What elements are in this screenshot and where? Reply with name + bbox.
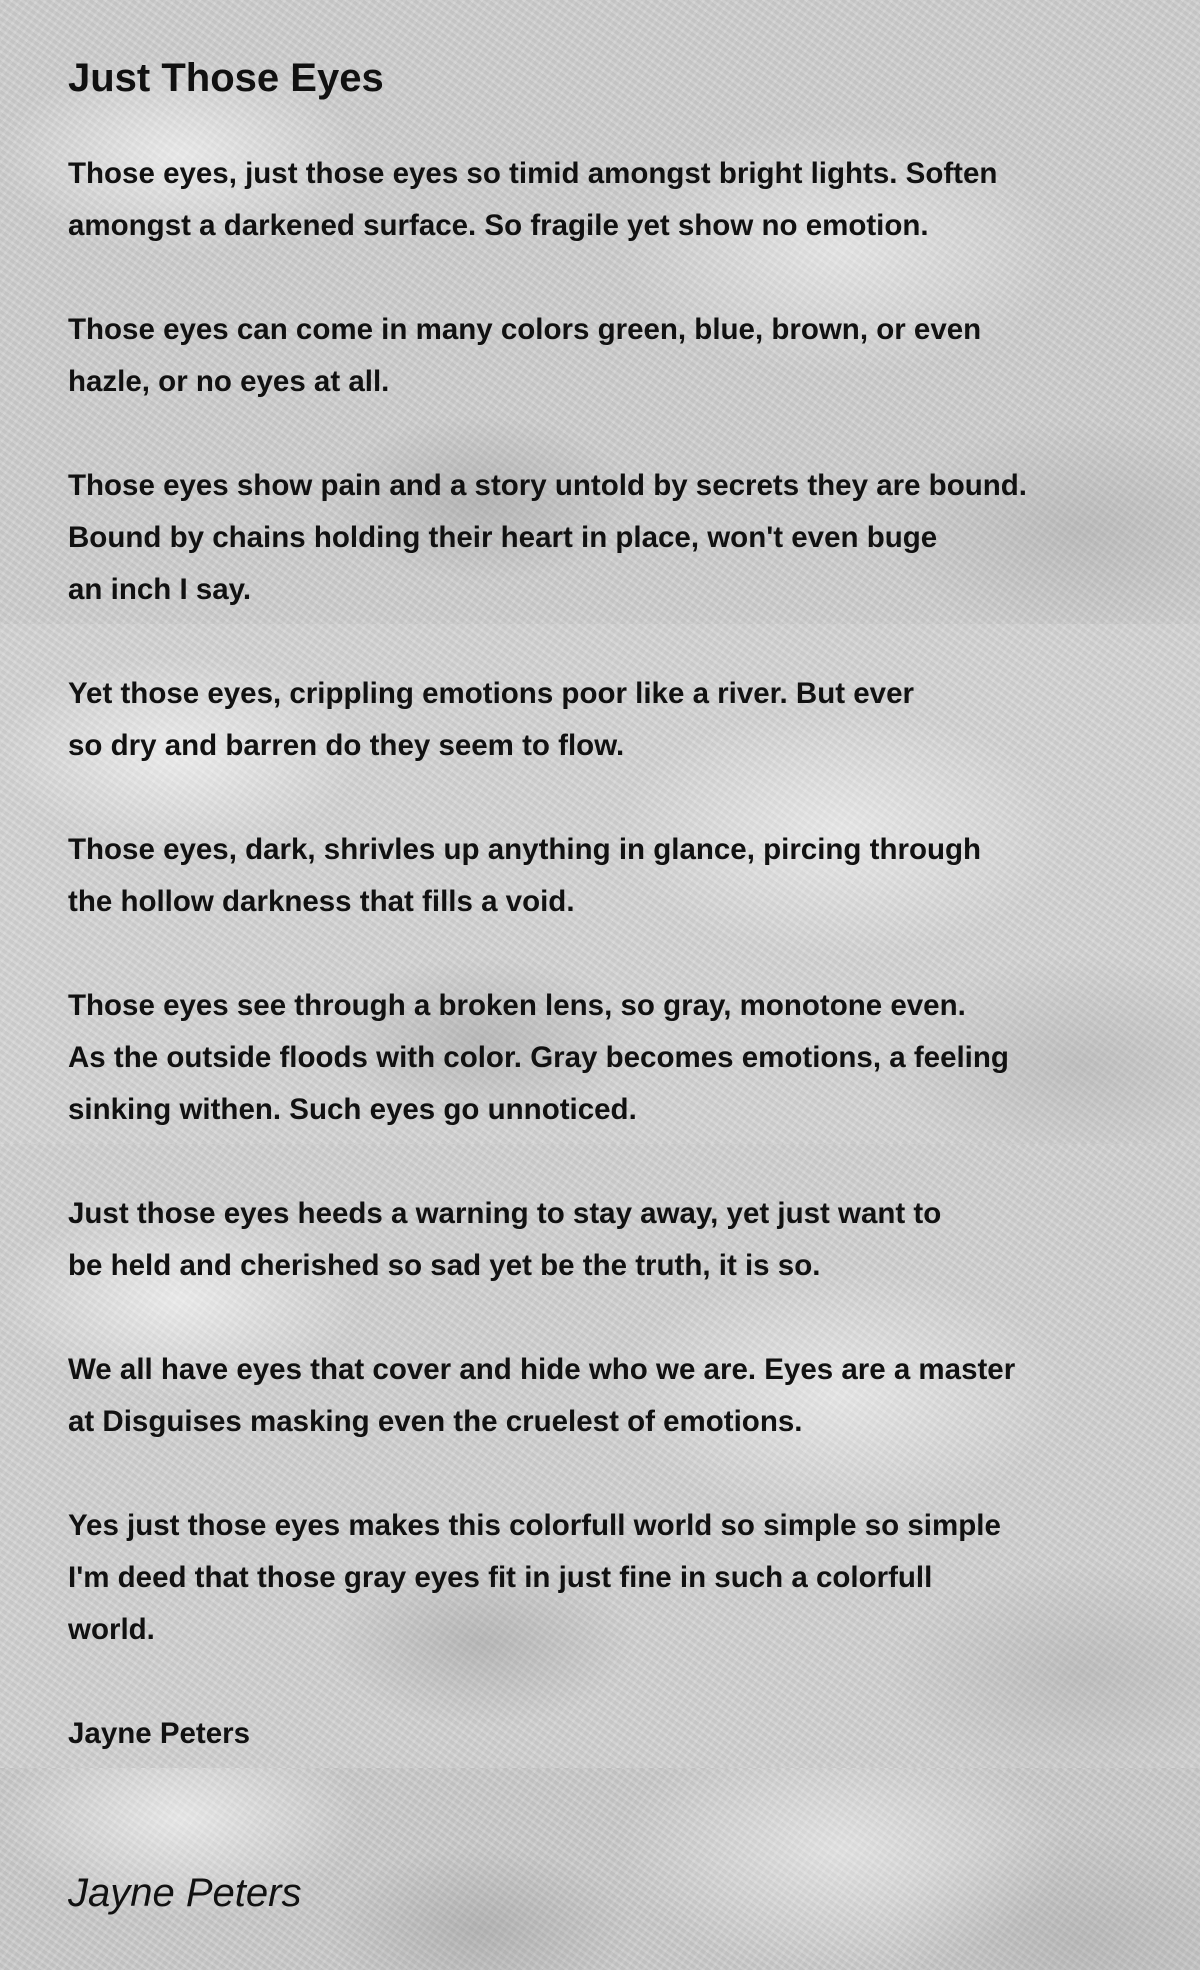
poem-author: Jayne Peters — [68, 1717, 251, 1750]
poem-line: at Disguises masking even the cruelest of emotions. — [68, 1405, 803, 1438]
poem-line: Those eyes, dark, shrivles up anything in glance, pircing through — [68, 833, 982, 866]
stanza-4 — [68, 668, 1148, 772]
stanza-2 — [68, 304, 1148, 408]
poem-body — [68, 148, 1148, 1760]
poem-line: sinking withen. Such eyes go unnoticed. — [68, 1093, 637, 1126]
poem-line: Just those eyes heeds a warning to stay away, yet just want to — [68, 1197, 942, 1230]
poem-line: an inch I say. — [68, 573, 252, 606]
poem-line: be held and cherished so sad yet be the truth, it is so. — [68, 1249, 821, 1282]
poem-line: Yet those eyes, crippling emotions poor like a river. But ever — [68, 677, 914, 710]
stanza-7 — [68, 1188, 1148, 1292]
poem-line: As the outside floods with color. Gray becomes emotions, a feeling — [68, 1041, 1009, 1074]
poem-line: I'm deed that those gray eyes fit in just fine in such a colorfull — [68, 1561, 933, 1594]
stanza-6 — [68, 980, 1148, 1136]
footer-author-signature: Jayne Peters — [68, 1871, 302, 1915]
stanza-9 — [68, 1500, 1148, 1656]
poem-line: Yes just those eyes makes this colorfull world so simple so simple — [68, 1509, 1001, 1542]
poem-title: Just Those Eyes — [68, 56, 384, 100]
poem-line: hazle, or no eyes at all. — [68, 365, 390, 398]
poem-line: world. — [68, 1613, 155, 1646]
poem-line: so dry and barren do they seem to flow. — [68, 729, 625, 762]
poem-line: Those eyes see through a broken lens, so gray, monotone even. — [68, 989, 966, 1022]
stanza-1 — [68, 148, 1148, 252]
stanza-8 — [68, 1344, 1148, 1448]
poem-line: Those eyes, just those eyes so timid amongst bright lights. Soften — [68, 157, 998, 190]
poem-line: Those eyes can come in many colors green, blue, brown, or even — [68, 313, 982, 346]
poem-line: amongst a darkened surface. So fragile yet show no emotion. — [68, 209, 929, 242]
stanza-5 — [68, 824, 1148, 928]
poem-line: Those eyes show pain and a story untold by secrets they are bound. — [68, 469, 1027, 502]
stanza-3 — [68, 460, 1148, 616]
poem-line: We all have eyes that cover and hide who we are. Eyes are a master — [68, 1353, 1016, 1386]
poem-line: Bound by chains holding their heart in place, won't even buge — [68, 521, 938, 554]
poem-line: the hollow darkness that fills a void. — [68, 885, 575, 918]
